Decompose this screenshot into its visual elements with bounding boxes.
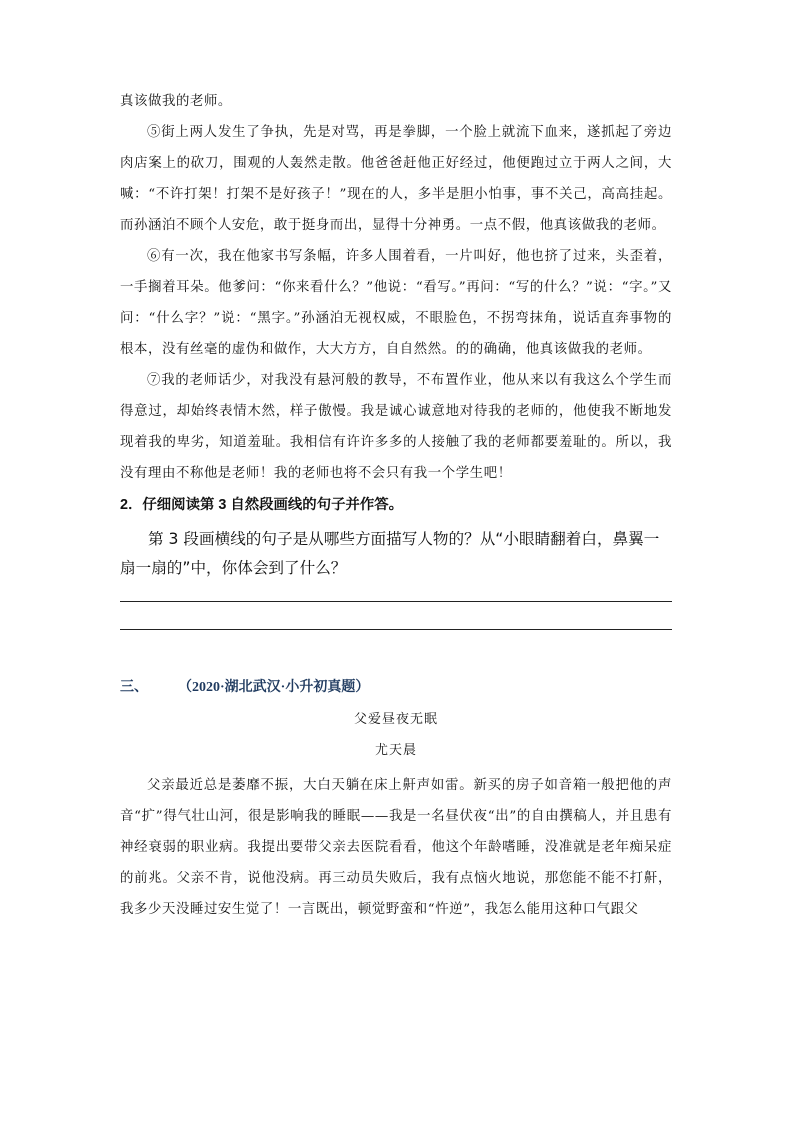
section-heading	[120, 677, 672, 699]
section-number: 三、	[120, 680, 148, 695]
passage-p7: ⑦我的老师话少，对我没有悬河般的教导，不布置作业，他从来以有我这么个学生而得意过，却始终表情木然，样子傲慢。我是诚心诚意地对待我的老师的，他使我不断地发现着我的卑劣，知道羞耻。我相信有许许多多的人接触了我的老师都要羞耻的。所以，我没有理由不称他是老师！我的老师也将不会只有我一个学生吧！	[120, 373, 672, 481]
section-source: （2020·湖北武汉·小升初真题）	[178, 680, 370, 695]
story-title: 父爱昼夜无眠	[353, 712, 438, 727]
passage-p5: ⑤街上两人发生了争执，先是对骂，再是拳脚，一个脸上就流下血来，遂抓起了旁边肉店案上的砍刀，围观的人轰然走散。他爸爸赶他正好经过，他便跑过立于两人之间，大喊：“不许打架！打架不是好孩子！”现在的人，多半是胆小怕事，事不关己，高高挂起。而孙涵泊不顾个人安危，敢于挺身而出，显得十分神勇。一点不假，他真该做我的老师。	[120, 125, 672, 233]
story-author: 尤天晨	[374, 743, 417, 758]
answer-line[interactable]	[120, 601, 672, 602]
story-text: 父亲最近总是萎靡不振，大白天躺在床上鼾声如雷。新买的房子如音箱一般把他的声音“扩”得气壮山河，很是影响我的睡眠——我是一名昼伏夜“出”的自由撰稿人，并且患有神经衰弱的职业病。我提出要带父亲去医院看看，他这个年龄嗜睡，没准就是老年痴呆症的前兆。父亲不肯，说他没病。再三动员失败后，我有点恼火地说，那您能不能不打鼾，我多少天没睡过安生觉了！一言既出，顿觉野蛮和“忤逆”，我怎么能用这种口气跟父	[120, 778, 672, 917]
answer-line[interactable]	[120, 629, 672, 630]
passage-p6: ⑥有一次，我在他家书写条幅，许多人围着看，一片叫好，他也挤了过来，头歪着，一手搁着耳朵。他爹问：“你来看什么？”他说：“看写。”再问：“写的什么？”说：“字。”又问：“什么字？”说：“黑字。”孙涵泊无视权威，不眼脸色，不拐弯抹角，说话直奔事物的根本，没有丝毫的虚伪和做作，大大方方，自自然然。的的确确，他真该做我的老师。	[120, 249, 672, 357]
passage-p4-tail: 真该做我的老师。	[120, 94, 232, 109]
question-text: 第 3 段画横线的句子是从哪些方面描写人物的？从“小眼睛翻着白，鼻翼一扇一扇的”中，你体会到了什么？	[120, 530, 660, 577]
question-heading: 2．仔细阅读第 3 自然段画线的句子并作答。	[120, 497, 404, 513]
